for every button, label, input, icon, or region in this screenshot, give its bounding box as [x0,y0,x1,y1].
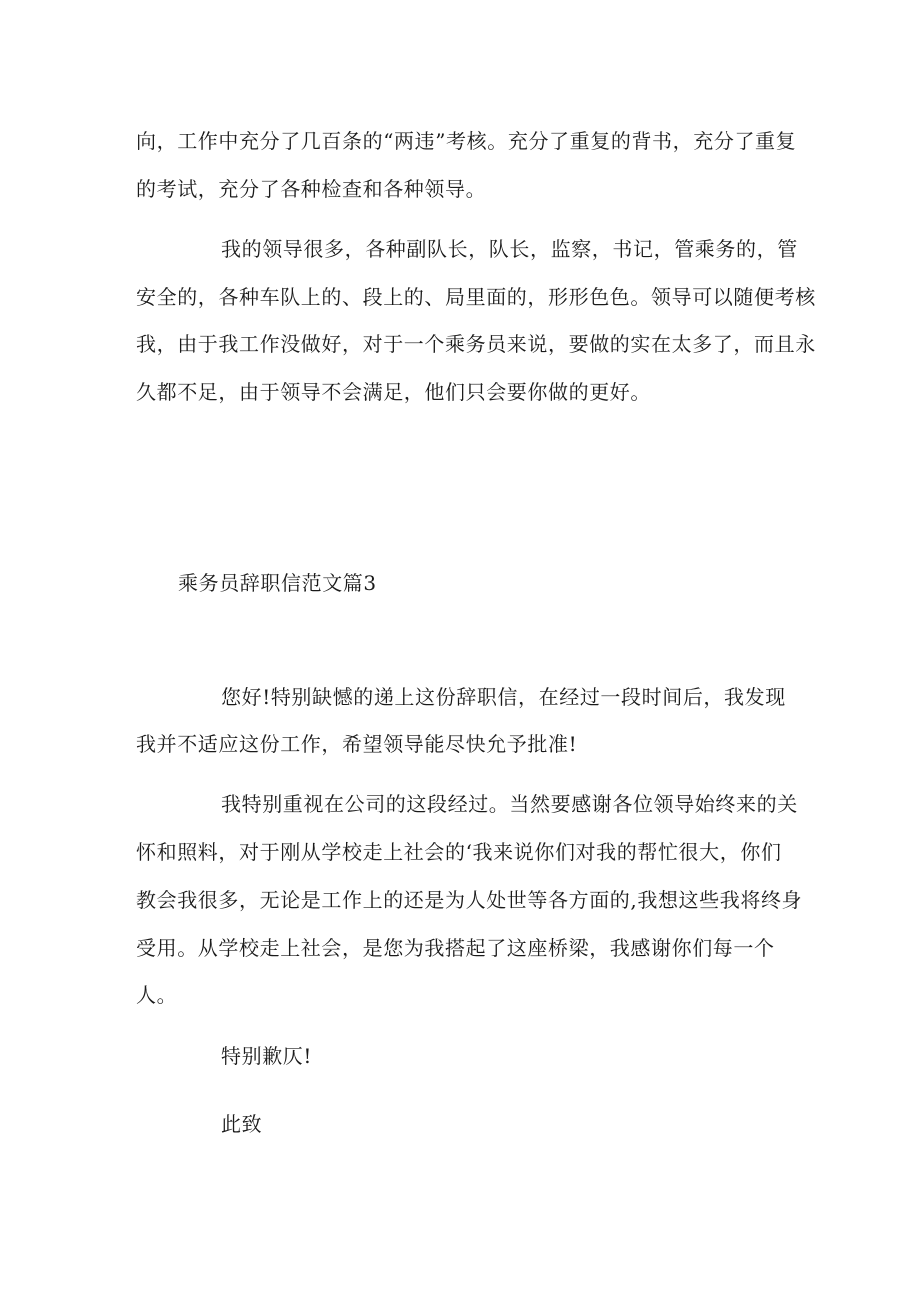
paragraph-line: 我，由于我工作没做好，对于一个乘务员来说，要做的实在太多了，而且永 [136,332,816,356]
paragraph-line: 怀和照料，对于刚从学校走上社会的‘我来说你们对我的帮忙很大，你们 [136,840,782,864]
paragraph-line: 我特别重视在公司的这段经过。当然要感谢各位领导始终来的关 [221,792,798,816]
paragraph-line: 教会我很多，无论是工作上的还是为人处世等各方面的,我想这些我将终身 [136,888,803,912]
paragraph-line: 久都不足，由于领导不会满足，他们只会要你做的更好。 [136,380,651,404]
paragraph-line: 人。 [136,983,178,1007]
paragraph-line: 向，工作中充分了几百条的“两违”考核。充分了重复的背书，充分了重复 [136,129,797,153]
paragraph-line: 安全的，各种车队上的、段上的、局里面的，形形色色。领导可以随便考核 [136,285,816,309]
closing-line: 此致 [221,1112,263,1136]
apology-line: 特别歉仄! [221,1044,313,1068]
paragraph-line: 您好!特别缺憾的递上这份辞职信，在经过一段时间后，我发现 [221,685,786,709]
paragraph-line: 的考试，充分了各种检查和各种领导。 [136,177,487,201]
paragraph-line: 我的领导很多，各种副队长，队长，监察，书记，管乘务的，管 [221,237,798,261]
paragraph-line: 受用。从学校走上社会，是您为我搭起了这座桥梁，我感谢你们每一个 [136,936,775,960]
paragraph-line: 我并不适应这份工作，希望领导能尽快允予批准! [136,732,578,756]
section-heading: 乘务员辞职信范文篇3 [178,571,377,595]
